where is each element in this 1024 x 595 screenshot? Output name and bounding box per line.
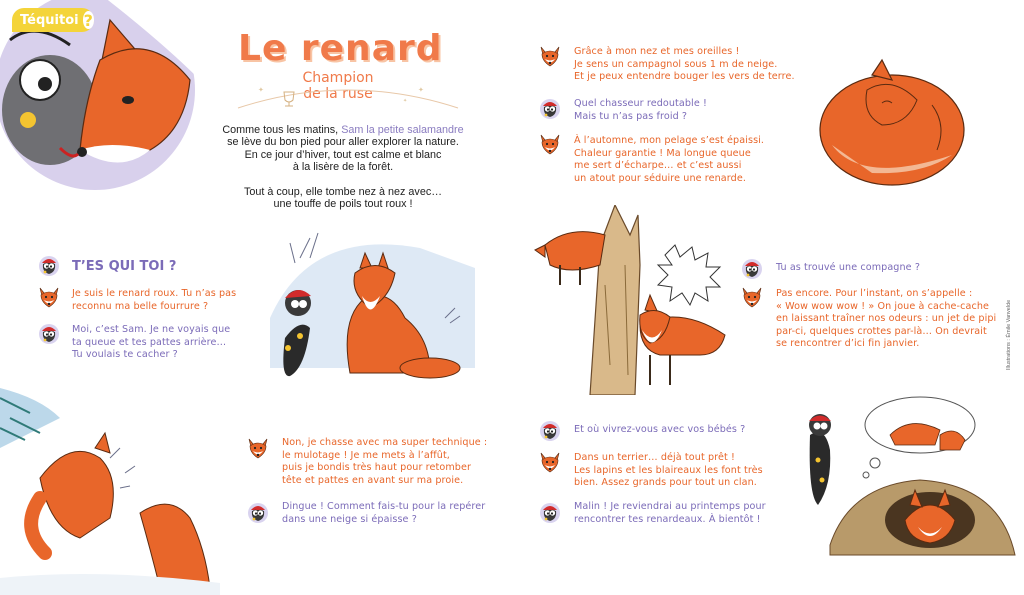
fox-avatar-icon: [538, 44, 562, 68]
fox-speech: Non, je chasse avec ma super technique : le mulotage ! Je me mets à l’affût, puis je bondis très haut pour retomber tête et pattes en avant sur ma proie.: [282, 437, 488, 486]
sam-speech: Moi, c’est Sam. Je ne voyais que ta queue et tes pattes arrière… Tu voulais te cacher ?: [72, 324, 231, 361]
page-title: Le renard: [238, 28, 443, 69]
fox-burrow-illustration: [790, 395, 1020, 575]
dialogue-heading: T’ES QUI TOI ?: [72, 259, 177, 274]
sam-speech: Tu as trouvé une compagne ?: [776, 262, 921, 273]
intro-text: Comme tous les matins, Sam la petite salamandre se lève du bon pied pour aller explorer la nature. En ce jour d’hiver, tout est calme et blanc à la lisère de la forêt. Tout à coup, elle tombe nez à nez avec… une touffe de poils tout roux !: [222, 124, 464, 211]
fox-avatar-icon: [740, 285, 764, 309]
fox-speech: Je suis le renard roux. Tu n’as pas reconnu ma belle fourrure ?: [72, 288, 237, 312]
illustrator-credit: Illustrations : Émile Vanvelde: [1006, 299, 1012, 370]
sam-avatar-icon: [740, 256, 764, 280]
fox-mulotage-illustration: [0, 378, 220, 595]
section-label: Téquitoi: [20, 12, 79, 28]
fox-avatar-icon: [246, 436, 270, 460]
section-badge: [12, 8, 94, 32]
page-subtitle: Champion de la ruse: [302, 70, 374, 102]
sam-avatar-icon: [538, 500, 562, 524]
sam-speech: Quel chasseur redoutable ! Mais tu n’as pas froid ?: [574, 98, 707, 122]
fox-speech: À l’automne, mon pelage s’est épaissi. Chaleur garantie ! Ma longue queue me sert d’écharpe… et c’est aussi un atout pour séduire une renarde.: [574, 135, 765, 184]
fox-speech: Pas encore. Pour l’instant, on s’appelle : « Wow wow wow ! » On joue à cache-cache en laissant traîner nos odeurs : un jet de pipi par-ci, quelques crottes par-là… On devrait se rencontrer d’ici fin janvier.: [776, 288, 997, 350]
fox-avatar-icon: [538, 450, 562, 474]
fox-speech: Grâce à mon nez et mes oreilles ! Je sens un campagnol sous 1 m de neige. Et je peux entendre bouger les vers de terre.: [574, 46, 795, 83]
svg-text:✦: ✦: [258, 86, 264, 94]
curled-fox-illustration: [812, 55, 972, 190]
foxes-at-tree-illustration: [530, 205, 745, 395]
sam-avatar-icon: [37, 321, 61, 345]
trophy-icon: [228, 78, 468, 112]
fox-speech: Dans un terrier… déjà tout prêt ! Les lapins et les blaireaux les font très bien. Assez grands pour tout un clan.: [574, 452, 763, 489]
sam-avatar-icon: [37, 253, 61, 277]
sam-speech: Malin ! Je reviendrai au printemps pour rencontrer tes renardeaux. À bientôt !: [574, 501, 766, 525]
sam-and-fox-illustration: [270, 228, 475, 388]
fox-avatar-icon: [37, 285, 61, 309]
sam-speech: Dingue ! Comment fais-tu pour la repérer dans une neige si épaisse ?: [282, 501, 486, 525]
svg-text:✦: ✦: [403, 98, 408, 104]
fox-avatar-icon: [538, 132, 562, 156]
question-mark: ?: [83, 10, 93, 30]
svg-text:✦: ✦: [418, 86, 424, 94]
sam-avatar-icon: [538, 418, 562, 442]
sam-speech: Et où vivrez-vous avec vos bébés ?: [574, 424, 746, 435]
sam-avatar-icon: [538, 96, 562, 120]
character-name: Sam la petite salamandre: [341, 124, 464, 136]
sam-avatar-icon: [246, 500, 270, 524]
